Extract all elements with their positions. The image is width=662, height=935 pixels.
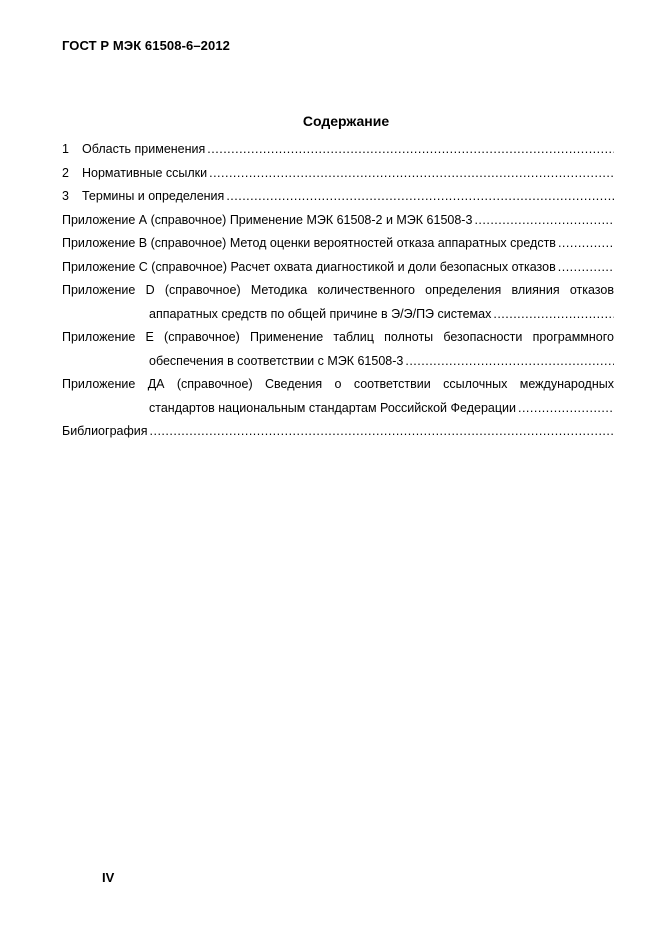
toc-entry-number: 3	[62, 189, 69, 203]
page-number: IV	[102, 870, 115, 885]
toc-entry-text: Приложение С (справочное) Расчет охвата диагностикой и доли безопасных отказов	[62, 259, 556, 274]
toc-entry-text: Приложение В (справочное) Метод оценки вероятностей отказа аппаратных средств	[62, 236, 556, 250]
toc-entry-text: Библиография	[62, 424, 148, 438]
toc-entry-text: Нормативные ссылки	[82, 165, 208, 180]
toc-entry-text-line1: Приложение ДА (справочное) Сведения о соответствии ссылочных международных	[62, 377, 614, 391]
toc-entry-scope[interactable]	[62, 138, 614, 162]
toc-entry-text: Область применения	[82, 142, 206, 156]
toc-entry-terms[interactable]	[62, 185, 614, 209]
toc-entry-text-line1: Приложение Е (справочное) Применение таблиц полноты безопасности программного	[62, 330, 614, 344]
leader-dots	[207, 138, 614, 162]
document-code-header: ГОСТ Р МЭК 61508-6–2012	[62, 38, 230, 53]
leader-dots	[150, 420, 614, 444]
table-of-contents	[62, 138, 614, 444]
toc-entry-annex-a[interactable]	[62, 209, 614, 233]
toc-entry-annex-d[interactable]	[62, 279, 614, 326]
toc-title: Содержание	[302, 113, 390, 129]
toc-entry-annex-e[interactable]	[62, 326, 614, 373]
leader-dots	[558, 256, 614, 280]
toc-entry-text-line1: Приложение D (справочное) Методика количественного определения влияния отказов	[62, 283, 614, 297]
toc-entry-text-line2: аппаратных средств по общей причине в Э/Э/ПЭ системах	[149, 306, 492, 321]
toc-entry-text: Термины и определения	[82, 189, 225, 203]
leader-dots	[474, 209, 614, 233]
leader-dots	[493, 303, 614, 327]
toc-entry-number: 2	[62, 165, 69, 180]
toc-entry-text-line2: стандартов национальным стандартам Российской Федерации	[149, 400, 516, 415]
leader-dots	[518, 397, 614, 421]
toc-entry-annex-b[interactable]	[62, 232, 614, 256]
toc-entry-text-line2: обеспечения в соответствии с МЭК 61508-3	[149, 353, 404, 368]
toc-entry-bibliography[interactable]	[62, 420, 614, 444]
leader-dots	[226, 185, 614, 209]
toc-entry-annex-da[interactable]	[62, 373, 614, 420]
toc-entry-normative-references[interactable]	[62, 162, 614, 186]
toc-entry-annex-c[interactable]	[62, 256, 614, 280]
leader-dots	[405, 350, 614, 374]
toc-entry-text: Приложение А (справочное) Применение МЭК 61508-2 и МЭК 61508-3	[62, 212, 473, 227]
leader-dots	[209, 162, 614, 186]
leader-dots	[558, 232, 614, 256]
toc-entry-number: 1	[62, 142, 69, 156]
